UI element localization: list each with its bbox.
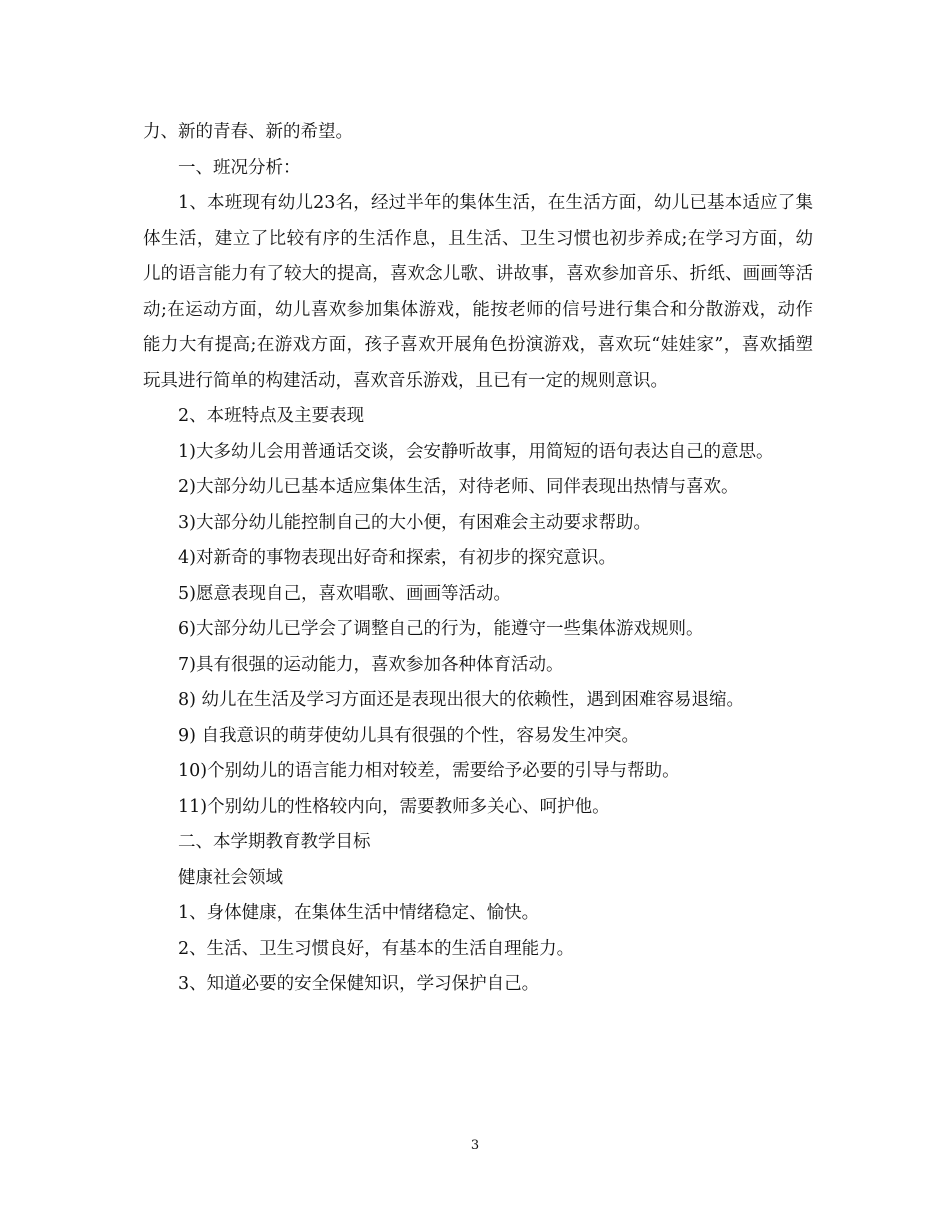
list-item-feature-11: 11)个别幼儿的性格较内向，需要教师多关心、呵护他。 [178,796,610,817]
section-heading-teaching-goals: 二、本学期教育教学目标 [178,832,371,852]
subheading-class-features: 2、本班特点及主要表现 [178,406,365,426]
list-item-goal-1: 1、身体健康，在集体生活中情绪稳定、愉快。 [178,903,540,923]
list-item-feature-10: 10)个别幼儿的语言能力相对较差，需要给予必要的引导与帮助。 [178,761,680,781]
list-item-feature-6: 6)大部分幼儿已学会了调整自己的行为，能遵守一些集体游戏规则。 [178,619,704,639]
paragraph-class-overview: 1、本班现有幼儿23名，经过半年的集体生活，在生活方面，幼儿已基本适应了集体生活，建立了比较有序的生活作息，且生活、卫生习惯也初步养成;在学习方面，幼儿的语言能力有了较大的提高，喜欢念儿歌、讲故事，喜欢参加音乐、折纸、画画等活动;在运动方面，幼儿喜欢参加集体游戏，能按老师的信号进行集合和分散游戏，动作能力大有提高;在游戏方面，孩子喜欢开展角色扮演游戏，喜欢玩“娃娃家”，喜欢插塑玩具进行简单的构建活动，喜欢音乐游戏，且已有一定的规则意识。 [143,193,813,391]
list-item-feature-2: 2)大部分幼儿已基本适应集体生活，对待老师、同伴表现出热情与喜欢。 [178,477,739,497]
document-body [143,115,813,1003]
list-item-feature-5: 5)愿意表现自己，喜欢唱歌、画画等活动。 [178,583,511,604]
list-item-feature-7: 7)具有很强的运动能力，喜欢参加各种体育活动。 [178,654,564,675]
list-item-feature-1: 1)大多幼儿会用普通话交谈，会安静听故事，用简短的语句表达自己的意思。 [178,441,774,462]
list-item-feature-4: 4)对新奇的事物表现出好奇和探索，有初步的探究意识。 [178,548,616,568]
paragraph-continuation: 力、新的青春、新的希望。 [143,122,353,142]
list-item-goal-3: 3、知道必要的安全保健知识，学习保护自己。 [178,974,540,994]
list-item-feature-3: 3)大部分幼儿能控制自己的大小便，有困难会主动要求帮助。 [178,512,651,533]
list-item-feature-9: 9) 自我意识的萌芽使幼儿具有很强的个性，容易发生冲突。 [178,725,640,746]
section-heading-class-analysis: 一、班况分析： [178,157,301,178]
subheading-health-social: 健康社会领域 [178,867,283,888]
list-item-goal-2: 2、生活、卫生习惯良好，有基本的生活自理能力。 [178,938,575,959]
list-item-feature-8: 8) 幼儿在生活及学习方面还是表现出很大的依赖性，遇到困难容易退缩。 [178,690,745,710]
page-number: 3 [470,1138,480,1153]
